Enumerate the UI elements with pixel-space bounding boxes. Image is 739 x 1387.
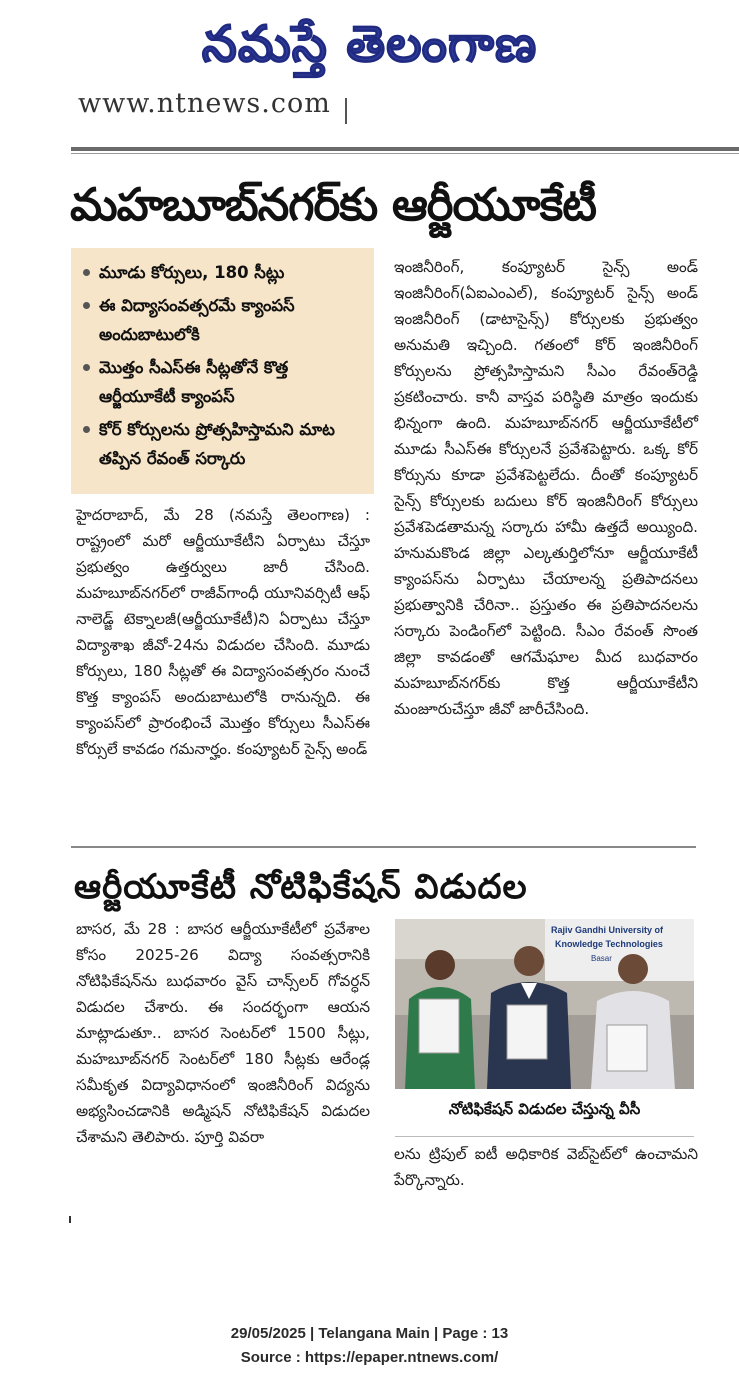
highlight-item bbox=[83, 415, 368, 473]
top-rule-thin bbox=[71, 153, 739, 154]
photo-banner-line1: Rajiv Gandhi University of bbox=[551, 925, 664, 935]
margin-tick bbox=[69, 1216, 71, 1223]
story1-body-right: ఇంజినీరింగ్, కంప్యూటర్ సైన్స్ అండ్ ఇంజినీరింగ్(ఏఐఎంఎల్), కంప్యూటర్ సైన్స్ అండ్ ఇంజినీరింగ్ (డాటాసైన్స్) కోర్సులకు ప్రభుత్వం అనుమతి ఇచ్చింది. గతంలో కోర్ ఇంజినీరింగ్ కోర్సులను ప్రోత్సహిస్తామని సీఎం రేవంత్‌రెడ్డి ప్రకటించారు. కానీ వాస్తవ పరిస్థితి మాత్రం ఇందుకు భిన్నంగా ఉంది. మహబూబ్‌నగర్ ఆర్జీయూకేటీలో మూడు సీఎస్‌ఈ కోర్సులనే ప్రవేశపెట్టారు. ఒక్క కోర్ కోర్సును కూడా ప్రవేశపెట్టలేదు. దీంతో కంప్యూటర్ సైన్స్ కోర్సులకు బదులు కోర్ ఇంజినీరింగ్ కోర్సులు ప్రవేశపెడతామన్న సర్కారు హామీ ఉత్తదే అయ్యింది. హనుమకొండ జిల్లా ఎల్కతుర్తిలోనూ ఆర్జీయూకేటీ క్యాంపస్‌ను ఏర్పాటు చేయాలన్న ప్రతిపాదనలు ప్రభుత్వానికి చేరినా.. ప్రస్తుతం ఈ ప్రతిపాదనలను సర్కారు పెండింగ్‌లో పెట్టింది. సీఎం రేవంత్ సొంత జిల్లా కావడంతో ఆగమేఘాల మీద బుధవారం మహబూబ్‌నగర్‌కు కొత్త ఆర్జీయూకేటీని మంజూరుచేస్తూ జీవో జారీచేసింది. bbox=[394, 258, 698, 718]
bullet-icon bbox=[83, 426, 90, 433]
news-photo bbox=[395, 919, 694, 1089]
story1-highlights-box bbox=[71, 248, 374, 494]
highlight-text: ఈ విద్యాసంవత్సరమే క్యాంపస్ అందుబాటులోకి bbox=[99, 296, 295, 344]
masthead bbox=[0, 4, 739, 84]
highlight-item bbox=[83, 258, 368, 287]
bullet-icon bbox=[83, 302, 90, 309]
story1-body-left: హైదరాబాద్, మే 28 (నమస్తే తెలంగాణ) : రాష్ట్రంలో మరో ఆర్జీయూకేటీని ఏర్పాటు చేస్తూ ప్రభుత్వం ఉత్తర్వులు జారీ చేసింది. మహబూబ్‌నగర్‌లో రాజీవ్‌గాంధీ యూనివర్సిటీ ఆఫ్ నాలెడ్జ్ టెక్నాలజీ(ఆర్జీయూకేటీ)ని ఏర్పాటు చేస్తూ విద్యాశాఖ జీవో-24ను విడుదల చేసింది. మూడు కోర్సులు, 180 సీట్లతో ఈ విద్యాసంవత్సరం నుంచే కొత్త క్యాంపస్ అందుబాటులోకి రానున్నది. ఈ క్యాంపస్‌లో ప్రారంభించే మొత్తం కోర్సులు సీఎస్‌ఈ కోర్సులే కావడం గమనార్హం. కంప్యూటర్ సైన్స్ అండ్ bbox=[76, 506, 370, 758]
photo-banner-line2: Knowledge Technologies bbox=[555, 939, 663, 949]
url-separator bbox=[345, 98, 347, 124]
highlight-item bbox=[83, 353, 368, 411]
site-url: www.ntnews.com bbox=[78, 88, 331, 114]
footer-date-page: 29/05/2025 | Telangana Main | Page : 13 bbox=[230, 1325, 509, 1342]
story2-body-left: బాసర, మే 28 : బాసర ఆర్జీయూకేటీలో ప్రవేశాల కోసం 2025-26 విద్యా సంవత్సరానికి నోటిఫికేషన్‌ను బుధవారం వైస్ చాన్స్‌లర్ గోవర్ధన్ విడుదల చేశారు. ఈ సందర్భంగా ఆయన మాట్లాడుతూ.. బాసర సెంటర్‌లో 1500 సీట్లు, మహబూబ్‌నగర్ సెంటర్‌లో 180 సీట్లకు ఆరేండ్ల సమీకృత విద్యావిధానంలో ఇంజినీరింగ్ విద్యను అభ్యసించడానికి అడ్మిషన్ నోటిఫికేషన్ విడుదల చేశామని తెలిపారు. పూర్తి వివరా bbox=[76, 920, 370, 1146]
footer-source: Source : https://epaper.ntnews.com/ bbox=[240, 1349, 499, 1366]
bullet-icon bbox=[83, 364, 90, 371]
section-divider bbox=[71, 846, 696, 848]
photo-caption: నోటిఫికేషన్ విడుదల చేస్తున్న వీసీ bbox=[395, 1092, 694, 1137]
highlight-text: మూడు కోర్సులు, 180 సీట్లు bbox=[99, 263, 285, 282]
highlight-item bbox=[83, 291, 368, 349]
highlights-list bbox=[71, 248, 374, 473]
story1-headline: మహబూబ్‌నగర్‌కు ఆర్జీయూకేటీ bbox=[70, 178, 596, 231]
story2-body-right: లను ట్రిపుల్ ఐటీ అధికారిక వెబ్‌సైట్‌లో ఉంచామని పేర్కొన్నారు. bbox=[394, 1145, 698, 1189]
top-rule bbox=[71, 147, 739, 151]
masthead-title: నమస్తే తెలంగాణ bbox=[201, 15, 538, 73]
story2-headline: ఆర్జీయూకేటీ నోటిఫికేషన్ విడుదల bbox=[74, 867, 528, 907]
highlight-text: మొత్తం సీఎస్‌ఈ సీట్లతోనే కొత్త ఆర్జీయూకేటీ క్యాంపస్ bbox=[99, 358, 289, 406]
highlight-text: కోర్ కోర్సులను ప్రోత్సహిస్తామని మాట తప్పిన రేవంత్ సర్కారు bbox=[99, 420, 335, 468]
photo-banner-line3: Basar bbox=[591, 954, 612, 963]
bullet-icon bbox=[83, 269, 90, 276]
photo-illustration bbox=[395, 919, 694, 1089]
